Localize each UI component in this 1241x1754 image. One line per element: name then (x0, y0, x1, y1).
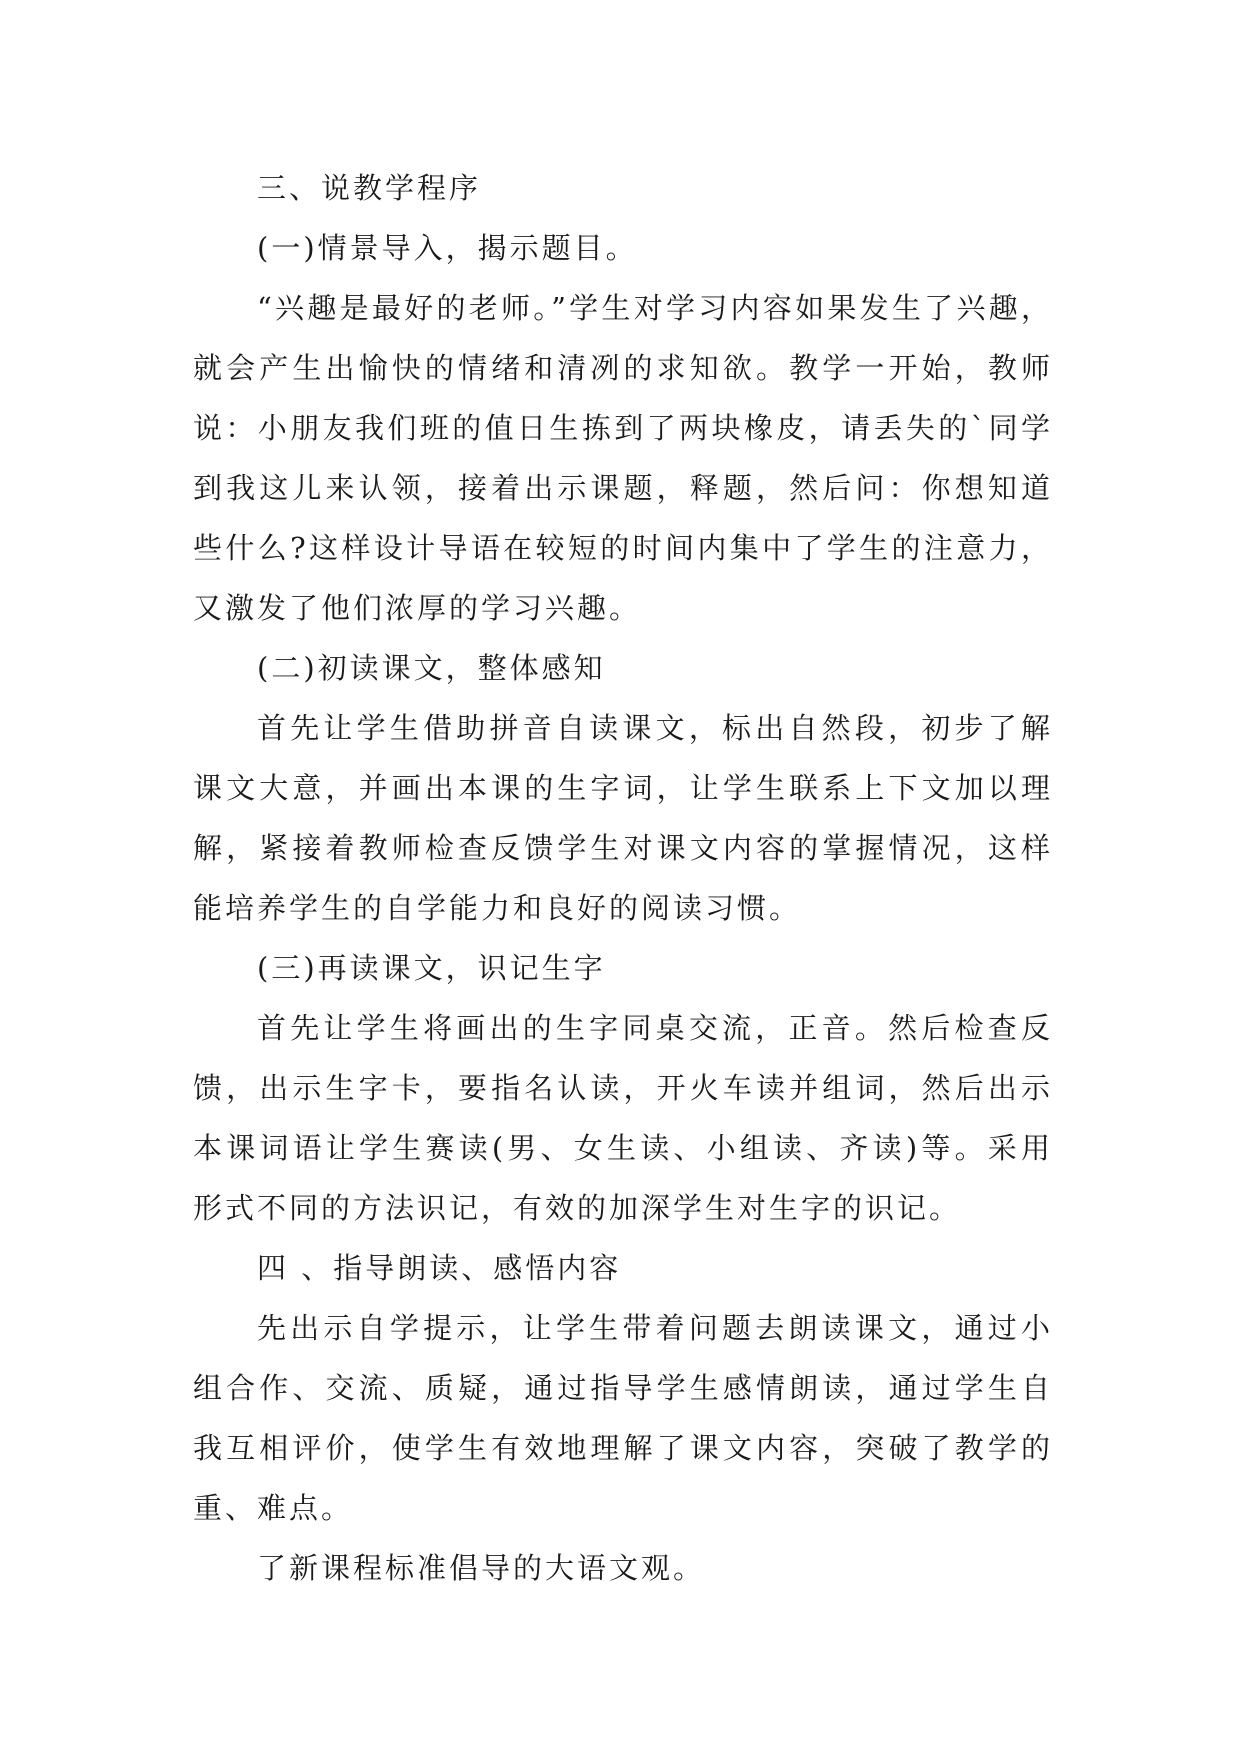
paragraph-first-reading: 首先让学生借助拼音自读课文，标出自然段，初步了解课文大意，并画出本课的生字词，让学生联系上下文加以理解，紧接着教师检查反馈学生对课文内容的掌握情况，这样能培养学生的自学能力和良好的阅读习惯。 (193, 711, 1053, 925)
paragraph-guided-reading: 先出示自学提示，让学生带着问题去朗读课文，通过小组合作、交流、质疑，通过指导学生感情朗读，通过学生自我互相评价，使学生有效地理解了课文内容，突破了教学的重、难点。 (193, 1311, 1053, 1525)
subheading-situation-intro: (一)情景导入，揭示题目。 (257, 231, 638, 265)
document-body (193, 158, 1053, 1598)
paragraph-closing: 了新课程标准倡导的大语文观。 (257, 1551, 706, 1585)
subheading-first-reading: (二)初读课文，整体感知 (257, 651, 606, 685)
subheading-second-reading: (三)再读课文，识记生字 (257, 951, 606, 985)
paragraph-interest-intro: “兴趣是最好的老师。”学生对学习内容如果发生了兴趣，就会产生出愉快的情绪和清冽的求知欲。教学一开始，教师说：小朋友我们班的值日生拣到了两块橡皮，请丢失的`同学到我这儿来认领，接着出示课题，释题，然后问：你想知道些什么?这样设计导语在较短的时间内集中了学生的注意力，又激发了他们浓厚的学习兴趣。 (193, 291, 1053, 625)
paragraph-second-reading: 首先让学生将画出的生字同桌交流，正音。然后检查反馈，出示生字卡，要指名认读，开火车读并组词，然后出示本课词语让学生赛读(男、女生读、小组读、齐读)等。采用形式不同的方法识记，有效的加深学生对生字的识记。 (193, 1011, 1053, 1225)
section-heading-guided-reading: 四 、指导朗读、感悟内容 (257, 1251, 622, 1285)
section-heading-teaching-procedure: 三、说教学程序 (257, 171, 482, 205)
